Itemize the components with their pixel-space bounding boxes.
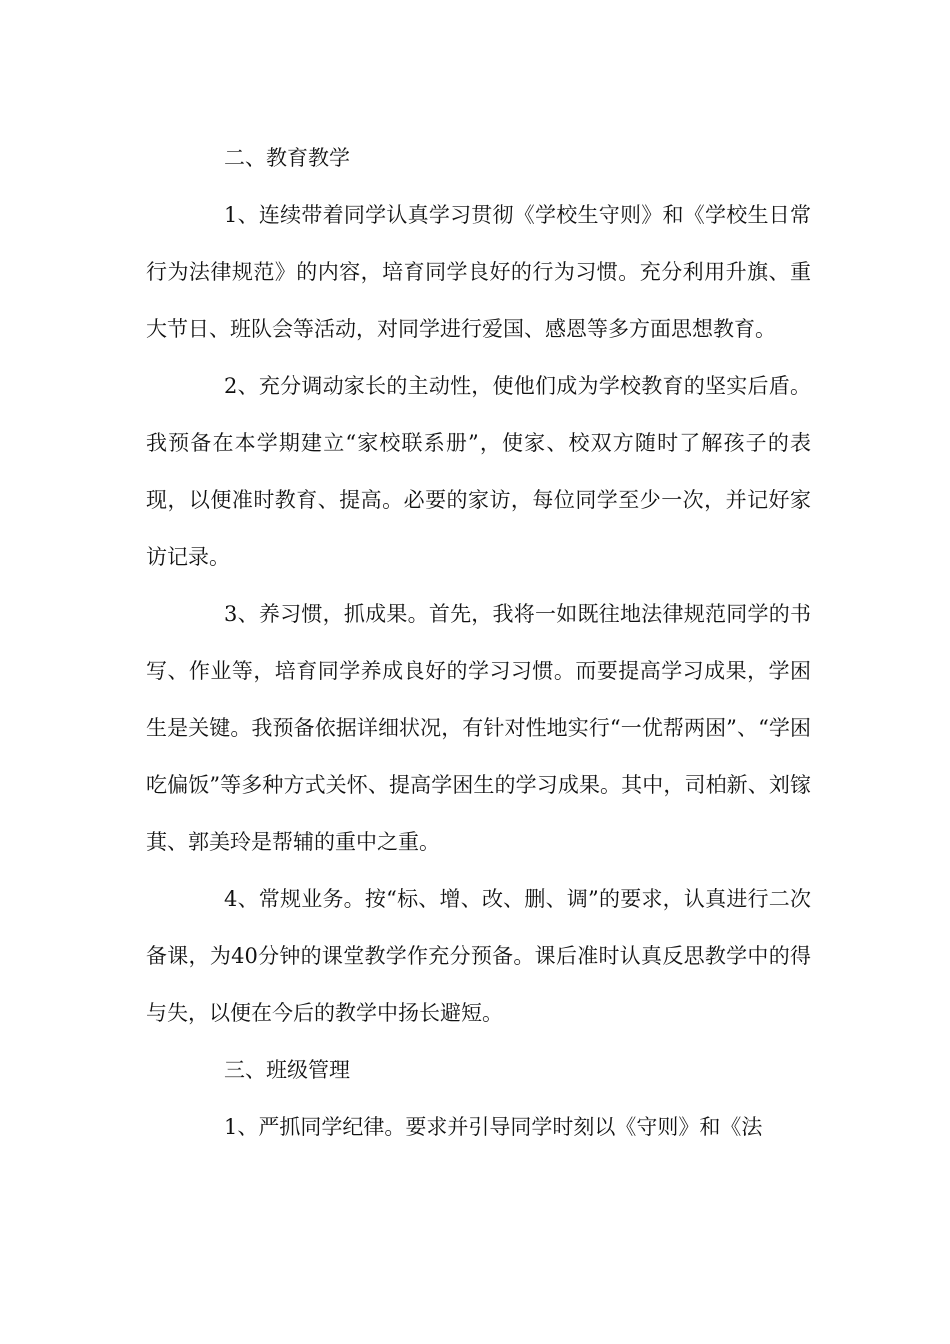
paragraph-education-2: 2、充分调动家长的主动性，使他们成为学校教育的坚实后盾。我预备在本学期建立“家校联系册”，使家、校双方随时了解孩子的表现，以便准时教育、提高。必要的家访，每位同学至少一次，并记好家访记录。 bbox=[146, 374, 811, 569]
section-heading-class-management: 三、班级管理 bbox=[224, 1058, 350, 1082]
section-heading-education: 二、教育教学 bbox=[224, 146, 350, 170]
paragraph-education-1: 1、连续带着同学认真学习贯彻《学校生守则》和《学校生日常行为法律规范》的内容，培育同学良好的行为习惯。充分利用升旗、重大节日、班队会等活动，对同学进行爱国、感恩等多方面思想教育。 bbox=[146, 203, 811, 341]
paragraph-education-4: 4、常规业务。按“标、增、改、删、调”的要求，认真进行二次备课，为40分钟的课堂教学作充分预备。课后准时认真反思教学中的得与失，以便在今后的教学中扬长避短。 bbox=[146, 887, 811, 1025]
paragraph-class-management-1: 1、严抓同学纪律。要求并引导同学时刻以《守则》和《法 bbox=[224, 1115, 763, 1139]
paragraph-education-3: 3、养习惯，抓成果。首先，我将一如既往地法律规范同学的书写、作业等，培育同学养成良好的学习习惯。而要提高学习成果，学困生是关键。我预备依据详细状况，有针对性地实行“一优帮两困”、“学困吃偏饭”等多种方式关怀、提高学困生的学习成果。其中，司柏新、刘镓萁、郭美玲是帮辅的重中之重。 bbox=[146, 602, 811, 854]
document-body bbox=[146, 130, 811, 1156]
